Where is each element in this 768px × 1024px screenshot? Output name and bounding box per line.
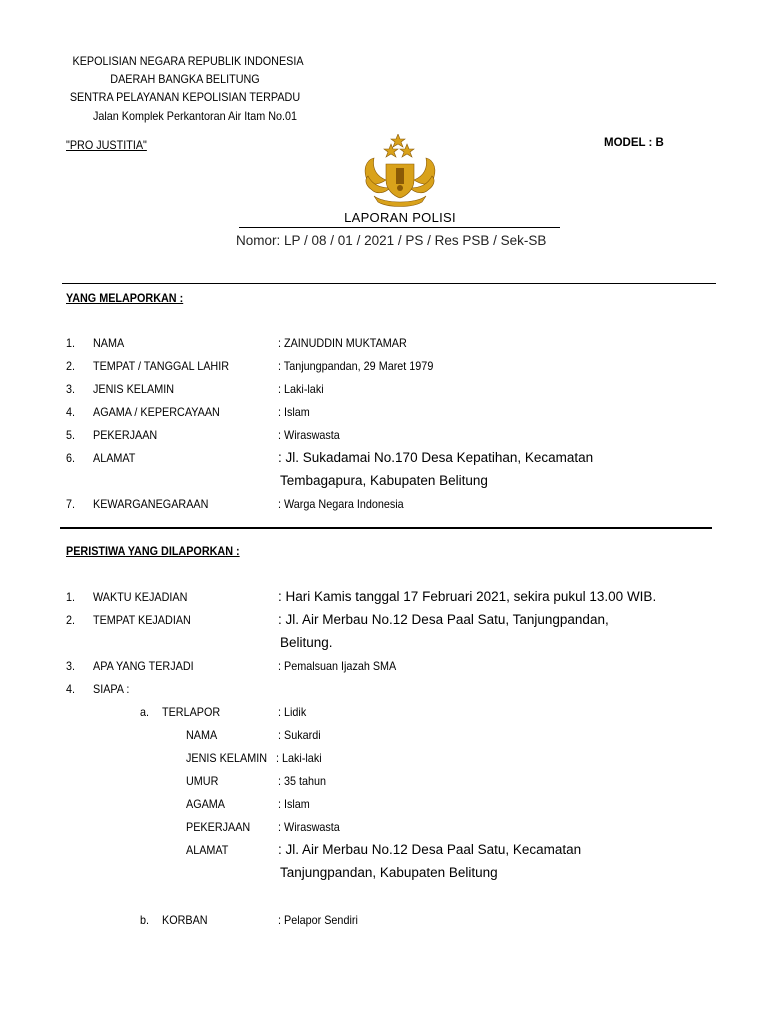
terlapor-value-alamat-line2: Tanjungpandan, Kabupaten Belitung	[280, 865, 498, 880]
terlapor-label-nama: NAMA	[186, 728, 218, 742]
peristiwa-value-waktu: : Hari Kamis tanggal 17 Februari 2021, sekira pukul 13.00 WIB.	[278, 589, 657, 604]
pelapor-no-4: 4.	[66, 405, 76, 419]
terlapor-value-pekerjaan: : Wiraswasta	[278, 820, 340, 834]
terlapor-value-alamat: : Jl. Air Merbau No.12 Desa Paal Satu, Kecamatan	[278, 842, 582, 857]
pelapor-label-nama: NAMA	[93, 336, 125, 350]
terlapor-letter: a.	[140, 705, 150, 719]
pelapor-label-kewarganegaraan: KEWARGANEGARAAN	[93, 497, 209, 511]
divider-middle	[60, 527, 712, 529]
pelapor-no-3: 3.	[66, 382, 76, 396]
terlapor-label-pekerjaan: PEKERJAAN	[186, 820, 251, 834]
pro-justitia-label: "PRO JUSTITIA"	[66, 138, 147, 152]
terlapor-value-umur: : 35 tahun	[278, 774, 327, 788]
terlapor-value-agama: : Islam	[278, 797, 310, 811]
peristiwa-no-4: 4.	[66, 682, 76, 696]
peristiwa-label-waktu: WAKTU KEJADIAN	[93, 590, 188, 604]
korban-value: : Pelapor Sendiri	[278, 913, 358, 927]
model-label: MODEL : B	[604, 137, 664, 149]
peristiwa-label-siapa: SIAPA :	[93, 682, 130, 696]
peristiwa-value-apa: : Pemalsuan Ijazah SMA	[278, 659, 397, 673]
pelapor-value-jk: : Laki-laki	[278, 382, 324, 396]
pelapor-value-alamat: : Jl. Sukadamai No.170 Desa Kepatihan, Kecamatan	[278, 450, 594, 465]
header-line-4: Jalan Komplek Perkantoran Air Itam No.01	[92, 109, 298, 123]
header-line-3: SENTRA PELAYANAN KEPOLISIAN TERPADU	[69, 90, 301, 104]
report-number: Nomor: LP / 08 / 01 / 2021 / PS / Res PSB / Sek-SB	[236, 233, 547, 248]
terlapor-label: TERLAPOR	[162, 705, 221, 719]
pelapor-label-alamat: ALAMAT	[93, 451, 136, 465]
report-title: LAPORAN POLISI	[344, 210, 456, 225]
header-line-2: DAERAH BANGKA BELITUNG	[110, 72, 260, 86]
terlapor-label-umur: UMUR	[186, 774, 219, 788]
pelapor-no-7: 7.	[66, 497, 76, 511]
terlapor-label-alamat: ALAMAT	[186, 843, 229, 857]
terlapor-label-jk: JENIS KELAMIN	[186, 751, 268, 765]
peristiwa-no-2: 2.	[66, 613, 76, 627]
pelapor-label-jk: JENIS KELAMIN	[93, 382, 175, 396]
peristiwa-label-apa: APA YANG TERJADI	[93, 659, 194, 673]
pelapor-no-1: 1.	[66, 336, 76, 350]
terlapor-value: : Lidik	[278, 705, 307, 719]
korban-letter: b.	[140, 913, 150, 927]
peristiwa-no-3: 3.	[66, 659, 76, 673]
header-line-1: KEPOLISIAN NEGARA REPUBLIK INDONESIA	[72, 54, 304, 68]
pelapor-value-kewarganegaraan: : Warga Negara Indonesia	[278, 497, 404, 511]
section-heading-pelapor: YANG MELAPORKAN :	[66, 291, 184, 305]
pelapor-label-ttl: TEMPAT / TANGGAL LAHIR	[93, 359, 230, 373]
terlapor-label-agama: AGAMA	[186, 797, 226, 811]
pelapor-no-5: 5.	[66, 428, 76, 442]
pelapor-value-alamat-line2: Tembagapura, Kabupaten Belitung	[280, 473, 488, 488]
pelapor-label-agama: AGAMA / KEPERCAYAAN	[93, 405, 220, 419]
section-heading-peristiwa: PERISTIWA YANG DILAPORKAN :	[66, 544, 240, 558]
korban-label: KORBAN	[162, 913, 208, 927]
peristiwa-no-1: 1.	[66, 590, 76, 604]
pelapor-value-agama: : Islam	[278, 405, 310, 419]
pelapor-value-ttl: : Tanjungpandan, 29 Maret 1979	[278, 359, 434, 373]
pelapor-no-2: 2.	[66, 359, 76, 373]
terlapor-value-jk: : Laki-laki	[276, 751, 322, 765]
pelapor-value-nama: : ZAINUDDIN MUKTAMAR	[278, 336, 407, 350]
peristiwa-label-tempat: TEMPAT KEJADIAN	[93, 613, 191, 627]
pelapor-label-pekerjaan: PEKERJAAN	[93, 428, 158, 442]
terlapor-value-nama: : Sukardi	[278, 728, 321, 742]
peristiwa-value-tempat-line2: Belitung.	[280, 635, 333, 650]
title-underline	[239, 227, 560, 228]
pelapor-value-pekerjaan: : Wiraswasta	[278, 428, 340, 442]
divider-top	[62, 283, 716, 284]
police-emblem-icon	[360, 134, 440, 208]
pelapor-no-6: 6.	[66, 451, 76, 465]
peristiwa-value-tempat: : Jl. Air Merbau No.12 Desa Paal Satu, Tanjungpandan,	[278, 612, 609, 627]
